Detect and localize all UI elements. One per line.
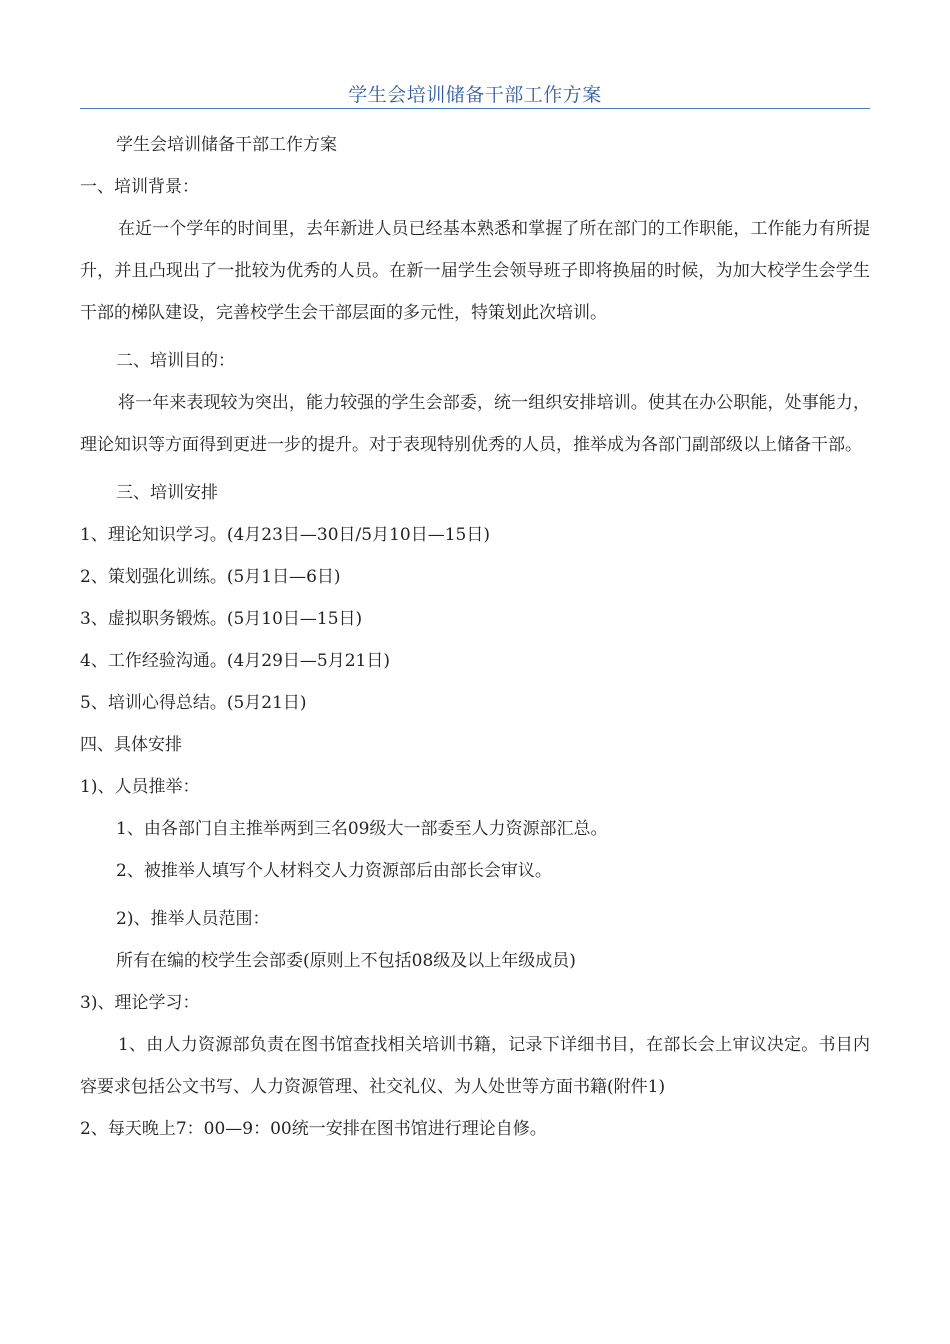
document-title: 学生会培训储备干部工作方案: [116, 135, 337, 155]
theory-item: 1、由人力资源部负责在图书馆查找相关培训书籍，记录下详细书目，在部长会上审议决定。书目内容要求包括公文书写、人力资源管理、社交礼仪、为人处世等方面书籍(附件1): [80, 1035, 870, 1097]
header-divider: [80, 108, 870, 109]
section-text-background: 在近一个学年的时间里，去年新进人员已经基本熟悉和掌握了所在部门的工作职能，工作能力有所提升，并且凸现出了一批较为优秀的人员。在新一届学生会领导班子即将换届的时候，为加大校学生会学生干部的梯队建设，完善校学生会干部层面的多元性，特策划此次培训。: [80, 219, 870, 323]
schedule-item: 4、工作经验沟通。(4月29日—5月21日): [80, 651, 390, 671]
schedule-item: 2、策划强化训练。(5月1日—6日): [80, 567, 341, 587]
section-heading-background: 一、培训背景：: [80, 177, 199, 197]
subsection-heading-nomination: 1)、人员推举：: [80, 777, 200, 797]
schedule-item: 5、培训心得总结。(5月21日): [80, 693, 307, 713]
nomination-item: 2、被推举人填写个人材料交人力资源部后由部长会审议。: [116, 861, 552, 881]
page-header-title: 学生会培训储备干部工作方案: [348, 84, 602, 106]
section-heading-schedule: 三、培训安排: [116, 483, 218, 503]
subsection-heading-scope: 2)、推举人员范围：: [116, 909, 270, 929]
theory-item: 2、每天晚上7：00—9：00统一安排在图书馆进行理论自修。: [80, 1119, 547, 1139]
scope-text: 所有在编的校学生会部委(原则上不包括08级及以上年级成员): [116, 951, 576, 971]
document-body: [80, 124, 870, 1150]
section-text-purpose: 将一年来表现较为突出，能力较强的学生会部委，统一组织安排培训。使其在办公职能，处事能力，理论知识等方面得到更进一步的提升。对于表现特别优秀的人员，推举成为各部门副部级以上储备干部。: [80, 393, 870, 455]
schedule-item: 1、理论知识学习。(4月23日—30日/5月10日—15日): [80, 525, 490, 545]
subsection-heading-theory: 3)、理论学习：: [80, 993, 200, 1013]
schedule-item: 3、虚拟职务锻炼。(5月10日—15日): [80, 609, 363, 629]
section-heading-details: 四、具体安排: [80, 735, 182, 755]
nomination-item: 1、由各部门自主推举两到三名09级大一部委至人力资源部汇总。: [116, 819, 608, 839]
section-heading-purpose: 二、培训目的：: [116, 351, 235, 371]
